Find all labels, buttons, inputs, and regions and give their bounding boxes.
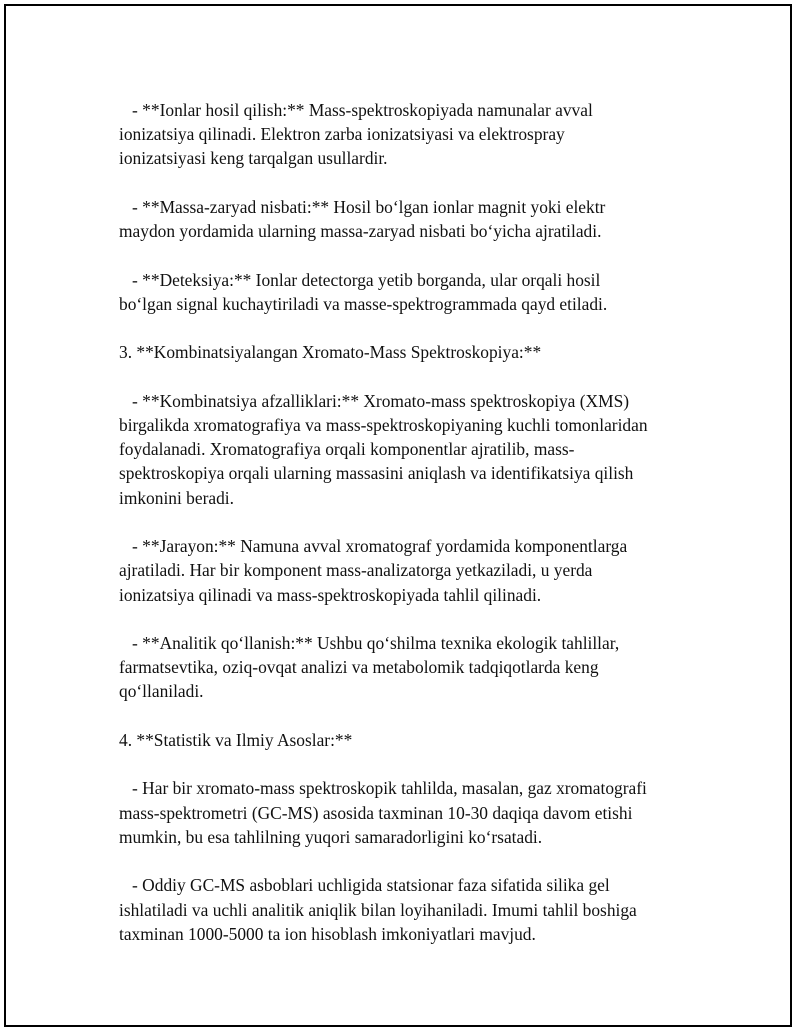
paragraph-gc-ms-instruments: - Oddiy GC-MS asboblari uchligida statsionar faza sifatida silika gel ishlatiladi va uchli analitik aniqlik bilan loyihaniladi. Imumi tahlil boshiga taxminan 1000-5000 ta ion hisoblash imkoniyatlari mavjud. <box>119 875 637 944</box>
paragraph-process: - **Jarayon:** Namuna avval xromatograf yordamida komponentlarga ajratiladi. Har bir komponent mass-analizatorga yetkaziladi, u yerda ionizatsiya qilinadi va mass-spektroskopiyada tahlil qilinadi. <box>119 536 628 605</box>
paragraph-detection: - **Deteksiya:** Ionlar detectorga yetib borganda, ular orqali hosil bo‘lgan signal kuchaytiriladi va masse-spektrogrammada qayd etiladi. <box>119 269 608 314</box>
section-heading-statistics: 4. **Statistik va Ilmiy Asoslar:** <box>119 729 353 750</box>
document-page <box>4 4 792 1027</box>
paragraph-combination-advantages: - **Kombinatsiya afzalliklari:** Xromato-mass spektroskopiya (XMS) birgalikda xromatografiya va mass-spektroskopiyaning kuchli tomonlaridan foydalanadi. Xromatografiya orqali komponentlar ajratilib, mass- spektroskopiya orqali ularning massasini aniqlash va identifikatsiya qilish imkonini beradi. <box>119 390 648 508</box>
document-body <box>119 98 699 946</box>
paragraph-mass-charge-ratio: - **Massa-zaryad nisbati:** Hosil bo‘lgan ionlar magnit yoki elektr maydon yordamida ularning massa-zaryad nisbati bo‘yicha ajratiladi. <box>119 196 606 242</box>
paragraph-ionization: - **Ionlar hosil qilish:** Mass-spektroskopiyada namunalar avval ionizatsiya qilinadi. Elektron zarba ionizatsiyasi va elektrospray ionizatsiyasi keng tarqalgan usullardir. <box>119 100 593 169</box>
section-heading-combined-xms: 3. **Kombinatsiyalangan Xromato-Mass Spektroskopiya:** <box>119 342 542 363</box>
paragraph-analytical-application: - **Analitik qo‘llanish:** Ushbu qo‘shilma texnika ekologik tahlillar, farmatsevtika, oziq-ovqat analizi va metabolomik tadqiqotlarda keng qo‘llaniladi. <box>119 633 620 702</box>
paragraph-analysis-duration: - Har bir xromato-mass spektroskopik tahlilda, masalan, gaz xromatografi mass-spektrometri (GC-MS) asosida taxminan 10-30 daqiqa davom etishi mumkin, bu esa tahlilning yuqori samaradorligini ko‘rsatadi. <box>119 778 647 847</box>
